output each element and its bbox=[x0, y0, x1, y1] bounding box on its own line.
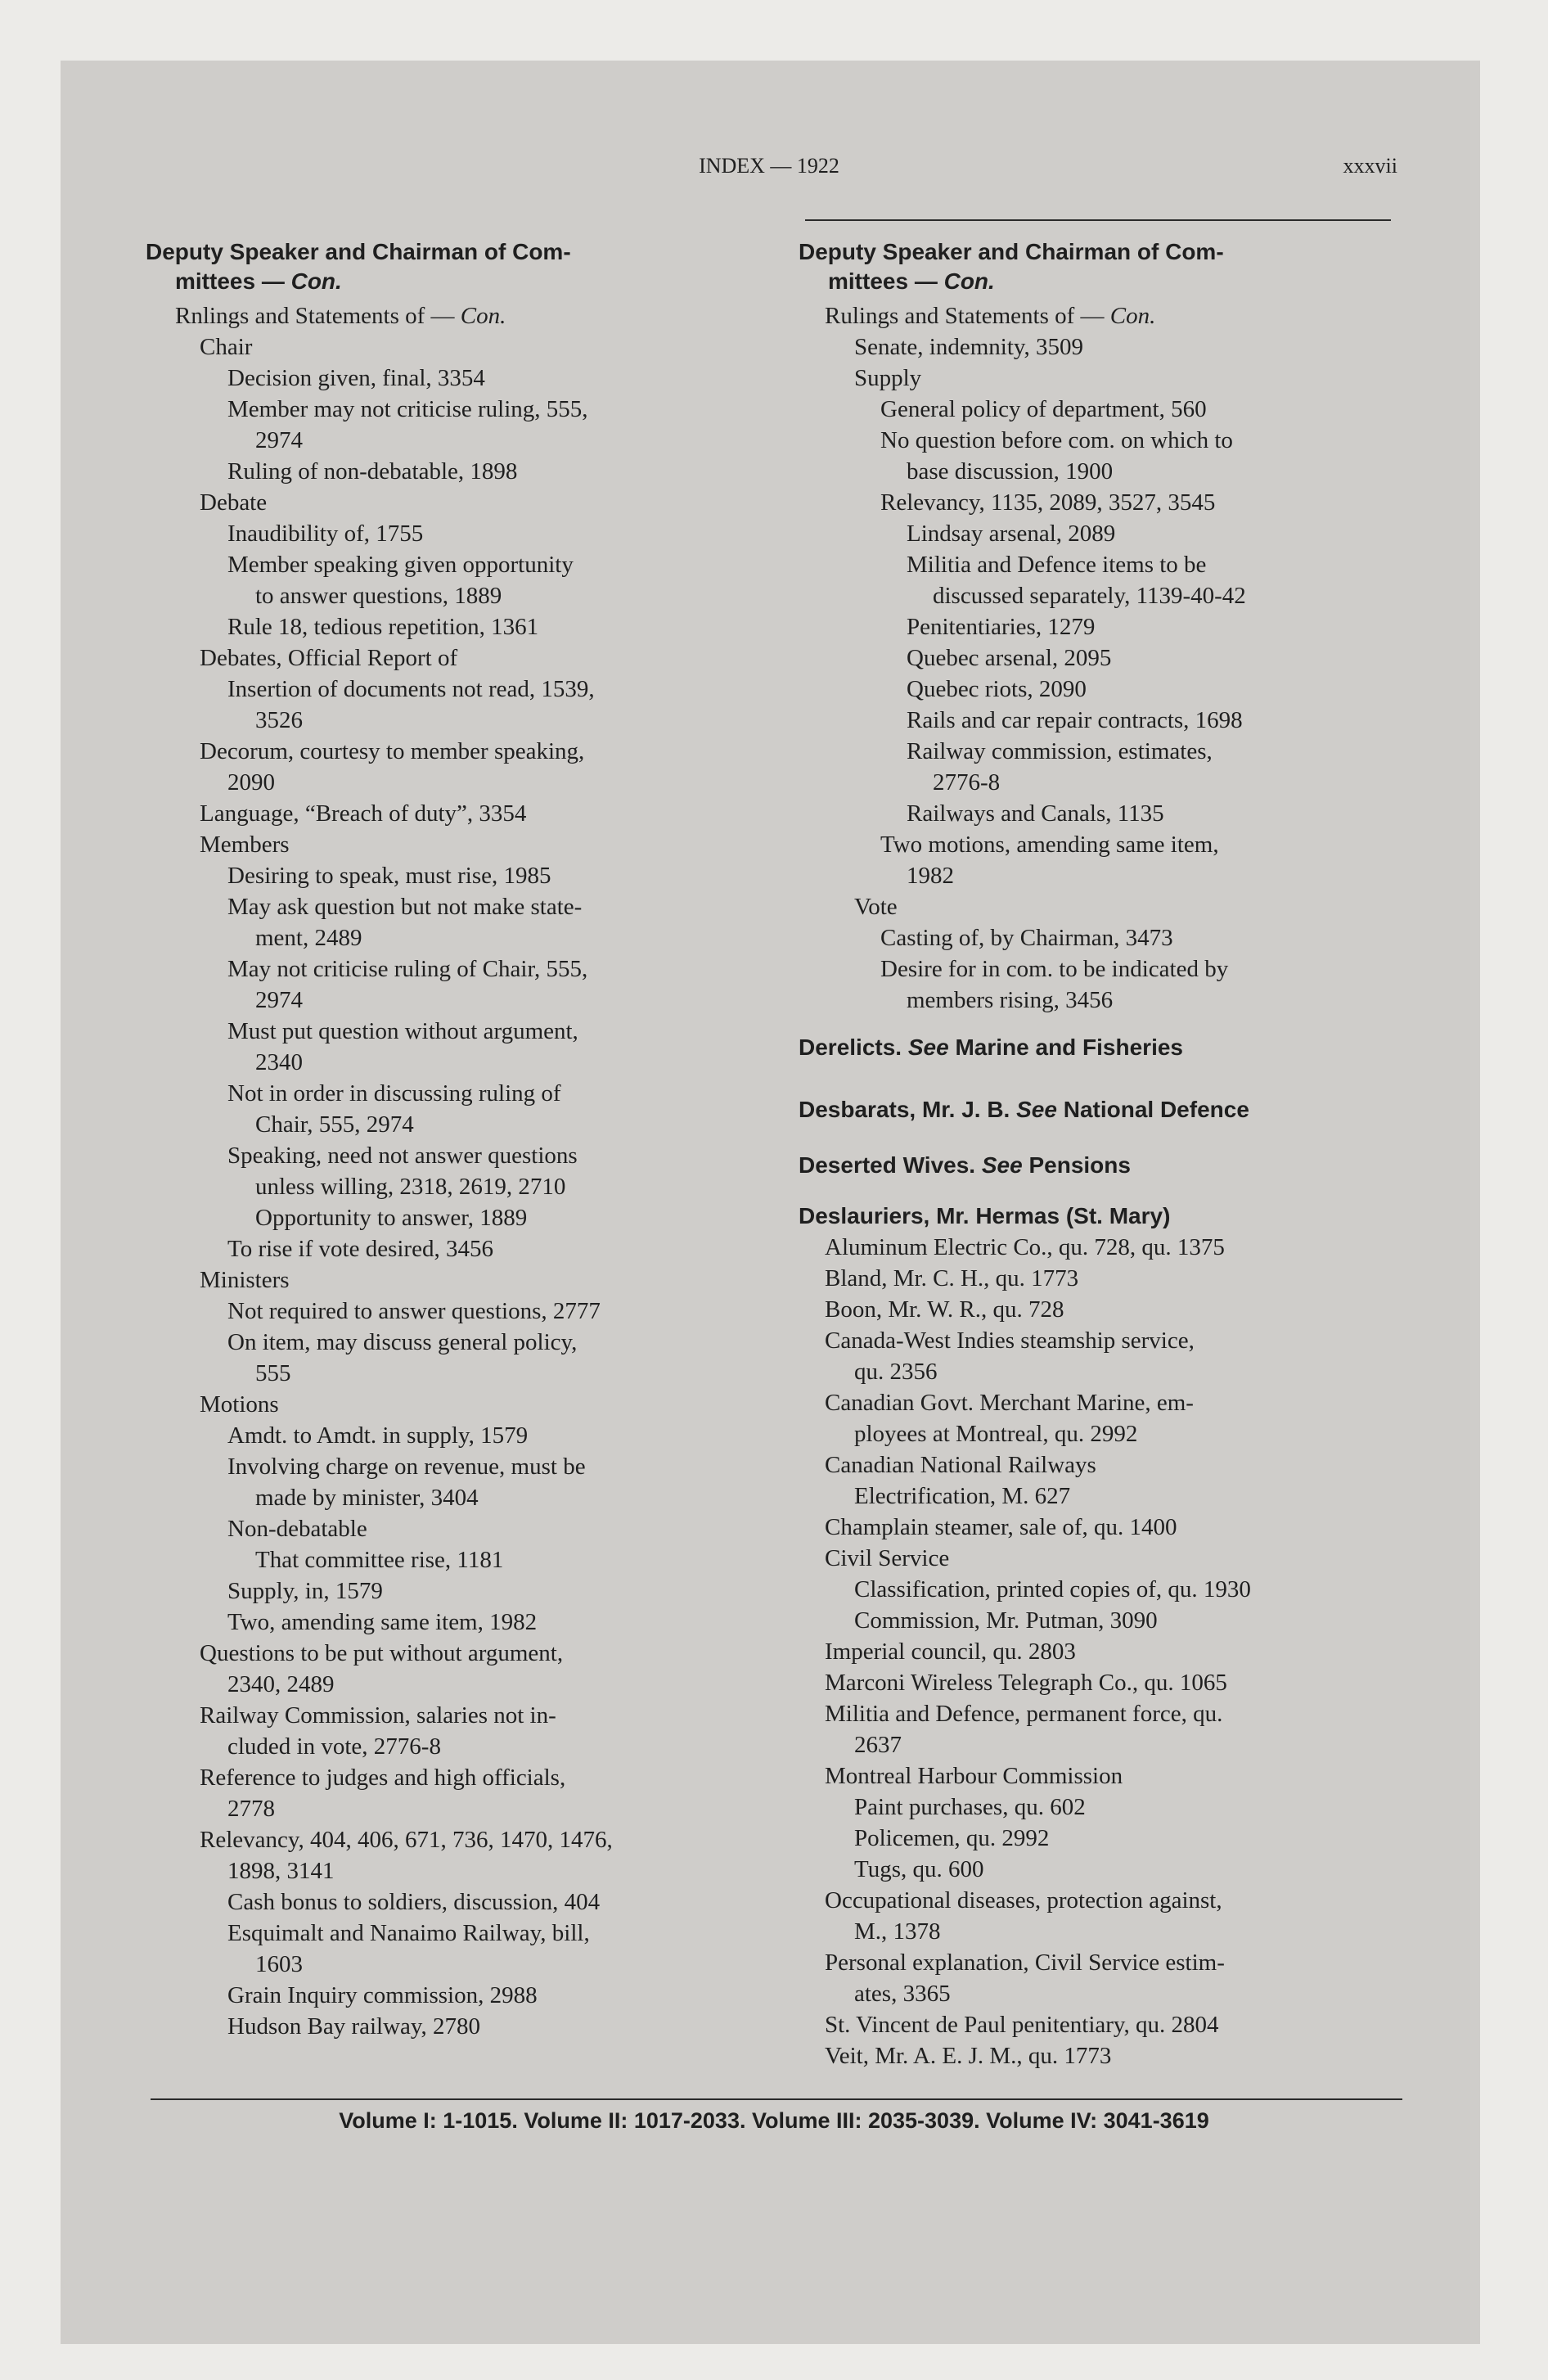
right-entry-line: Lindsay arsenal, 2089 bbox=[907, 521, 1116, 547]
left-entry-line: Member may not criticise ruling, 555, bbox=[227, 396, 588, 422]
left-entry-line: Hudson Bay railway, 2780 bbox=[227, 2013, 481, 2040]
left-entry-line: To rise if vote desired, 3456 bbox=[227, 1236, 493, 1262]
right-entry-line: Desbarats, Mr. J. B. See National Defence bbox=[799, 1097, 1249, 1122]
left-entry-line: 2974 bbox=[255, 427, 303, 453]
left-entry-line: Questions to be put without argument, bbox=[200, 1640, 564, 1666]
right-entry-line: Imperial council, qu. 2803 bbox=[825, 1639, 1076, 1665]
left-entry-line: Decorum, courtesy to member speaking, bbox=[200, 738, 585, 764]
left-entry-line: 1603 bbox=[255, 1951, 303, 1977]
right-entry-line: Vote bbox=[854, 894, 898, 920]
right-entry-line: M., 1378 bbox=[854, 1918, 941, 1945]
right-entry-line: Bland, Mr. C. H., qu. 1773 bbox=[825, 1265, 1079, 1291]
right-entry-line: Classification, printed copies of, qu. 1930 bbox=[854, 1576, 1251, 1602]
left-entry-line: unless willing, 2318, 2619, 2710 bbox=[255, 1174, 566, 1200]
left-entry-line: to answer questions, 1889 bbox=[255, 583, 502, 609]
left-entry-line: Chair, 555, 2974 bbox=[255, 1111, 414, 1138]
volume-footer: Volume I: 1-1015. Volume II: 1017-2033. Volume III: 2035-3039. Volume IV: 3041-3619 bbox=[339, 2108, 1209, 2133]
right-entry-line: Electrification, M. 627 bbox=[854, 1483, 1071, 1509]
header-rule bbox=[805, 219, 1391, 221]
right-entry-line: ates, 3365 bbox=[854, 1981, 951, 2007]
right-entry-line: Quebec arsenal, 2095 bbox=[907, 645, 1112, 671]
left-entry-line: Non-debatable bbox=[227, 1516, 367, 1542]
left-entry-line: cluded in vote, 2776-8 bbox=[227, 1733, 441, 1760]
left-entry-line: Supply, in, 1579 bbox=[227, 1578, 383, 1604]
left-entry-line: Motions bbox=[200, 1391, 279, 1418]
right-entry-line: members rising, 3456 bbox=[907, 987, 1114, 1013]
left-entry-line: 2090 bbox=[227, 769, 275, 796]
right-entry-line: 2776-8 bbox=[933, 769, 1001, 796]
right-entry-line: qu. 2356 bbox=[854, 1359, 938, 1385]
right-entry-line: Derelicts. See Marine and Fisheries bbox=[799, 1034, 1184, 1060]
left-entry-line: Chair bbox=[200, 334, 253, 360]
right-entry-line: Quebec riots, 2090 bbox=[907, 676, 1087, 702]
left-entry-line: Not required to answer questions, 2777 bbox=[227, 1298, 601, 1324]
right-entry-line: Canada-West Indies steamship service, bbox=[825, 1327, 1195, 1354]
right-entry-line: Policemen, qu. 2992 bbox=[854, 1825, 1050, 1851]
left-entry-line: Opportunity to answer, 1889 bbox=[255, 1205, 528, 1231]
right-entry-line: Civil Service bbox=[825, 1545, 950, 1571]
left-entry-line: ment, 2489 bbox=[255, 925, 362, 951]
left-entry-line: May ask question but not make state- bbox=[227, 894, 583, 920]
right-entry-line: Penitentiaries, 1279 bbox=[907, 614, 1096, 640]
left-entry-line: Reference to judges and high officials, bbox=[200, 1765, 566, 1791]
left-entry-line: Involving charge on revenue, must be bbox=[227, 1454, 586, 1480]
left-entry-line: Debates, Official Report of bbox=[200, 645, 458, 671]
right-entry-line: mittees — Con. bbox=[828, 268, 995, 294]
left-entry-line: Language, “Breach of duty”, 3354 bbox=[200, 800, 527, 827]
left-entry-line: On item, may discuss general policy, bbox=[227, 1329, 578, 1355]
left-entry-line: Desiring to speak, must rise, 1985 bbox=[227, 863, 551, 889]
footer-rule bbox=[151, 2098, 1402, 2100]
left-entry-line: Two, amending same item, 1982 bbox=[227, 1609, 538, 1635]
left-entry-line: Grain Inquiry commission, 2988 bbox=[227, 1982, 538, 2008]
running-header: INDEX — 1922 bbox=[699, 154, 839, 178]
right-entry-line: No question before com. on which to bbox=[880, 427, 1233, 453]
right-entry-line: Railways and Canals, 1135 bbox=[907, 800, 1164, 827]
right-entry-line: Occupational diseases, protection against, bbox=[825, 1887, 1222, 1913]
right-entry-line: General policy of department, 560 bbox=[880, 396, 1207, 422]
left-entry-line: 2340 bbox=[255, 1049, 303, 1075]
right-entry-line: Rails and car repair contracts, 1698 bbox=[907, 707, 1243, 733]
left-entry-line: Railway Commission, salaries not in- bbox=[200, 1702, 556, 1729]
left-entry-line: mittees — Con. bbox=[175, 268, 342, 294]
right-entry-line: Canadian National Railways bbox=[825, 1452, 1096, 1478]
right-entry-line: Railway commission, estimates, bbox=[907, 738, 1213, 764]
left-entry-line: 2974 bbox=[255, 987, 303, 1013]
left-entry-line: Rnlings and Statements of — Con. bbox=[175, 303, 506, 329]
right-entry-line: Aluminum Electric Co., qu. 728, qu. 1375 bbox=[825, 1234, 1225, 1260]
right-entry-line: Militia and Defence, permanent force, qu. bbox=[825, 1701, 1223, 1727]
left-entry-line: Speaking, need not answer questions bbox=[227, 1143, 578, 1169]
left-entry-line: Deputy Speaker and Chairman of Com- bbox=[146, 239, 571, 264]
right-entry-line: Desire for in com. to be indicated by bbox=[880, 956, 1229, 982]
left-entry-line: 1898, 3141 bbox=[227, 1858, 335, 1884]
right-entry-line: base discussion, 1900 bbox=[907, 458, 1114, 485]
left-entry-line: Member speaking given opportunity bbox=[227, 552, 574, 578]
left-entry-line: Amdt. to Amdt. in supply, 1579 bbox=[227, 1422, 529, 1449]
right-entry-line: Two motions, amending same item, bbox=[880, 832, 1219, 858]
right-entry-line: Personal explanation, Civil Service estim- bbox=[825, 1950, 1225, 1976]
right-entry-line: discussed separately, 1139-40-42 bbox=[933, 583, 1246, 609]
left-entry-line: 3526 bbox=[255, 707, 303, 733]
left-entry-line: Ministers bbox=[200, 1267, 290, 1293]
right-entry-line: Marconi Wireless Telegraph Co., qu. 1065 bbox=[825, 1670, 1227, 1696]
right-entry-line: Montreal Harbour Commission bbox=[825, 1763, 1123, 1789]
right-entry-line: Deserted Wives. See Pensions bbox=[799, 1152, 1131, 1178]
left-entry-line: Esquimalt and Nanaimo Railway, bill, bbox=[227, 1920, 590, 1946]
right-entry-line: Commission, Mr. Putman, 3090 bbox=[854, 1607, 1158, 1634]
left-entry-line: 2340, 2489 bbox=[227, 1671, 335, 1697]
left-entry-line: 2778 bbox=[227, 1796, 275, 1822]
right-entry-line: Rulings and Statements of — Con. bbox=[825, 303, 1156, 329]
page-number: xxxvii bbox=[1343, 154, 1397, 178]
right-entry-line: Relevancy, 1135, 2089, 3527, 3545 bbox=[880, 489, 1216, 516]
left-entry-line: Insertion of documents not read, 1539, bbox=[227, 676, 595, 702]
left-entry-line: Debate bbox=[200, 489, 268, 516]
left-entry-line: May not criticise ruling of Chair, 555, bbox=[227, 956, 588, 982]
right-entry-line: Casting of, by Chairman, 3473 bbox=[880, 925, 1173, 951]
left-entry-line: Decision given, final, 3354 bbox=[227, 365, 485, 391]
left-entry-line: Must put question without argument, bbox=[227, 1018, 578, 1044]
right-entry-line: 2637 bbox=[854, 1732, 902, 1758]
left-entry-line: Rule 18, tedious repetition, 1361 bbox=[227, 614, 539, 640]
right-entry-line: St. Vincent de Paul penitentiary, qu. 2804 bbox=[825, 2012, 1219, 2038]
right-entry-line: Senate, indemnity, 3509 bbox=[854, 334, 1084, 360]
right-entry-line: Supply bbox=[854, 365, 922, 391]
right-entry-line: Canadian Govt. Merchant Marine, em- bbox=[825, 1390, 1194, 1416]
left-entry-line: Cash bonus to soldiers, discussion, 404 bbox=[227, 1889, 601, 1915]
right-entry-line: Deslauriers, Mr. Hermas (St. Mary) bbox=[799, 1203, 1171, 1228]
left-entry-line: made by minister, 3404 bbox=[255, 1485, 479, 1511]
left-entry-line: Relevancy, 404, 406, 671, 736, 1470, 1476, bbox=[200, 1827, 613, 1853]
left-entry-line: That committee rise, 1181 bbox=[255, 1547, 504, 1573]
right-entry-line: Militia and Defence items to be bbox=[907, 552, 1207, 578]
right-entry-line: 1982 bbox=[907, 863, 954, 889]
left-entry-line: Ruling of non-debatable, 1898 bbox=[227, 458, 518, 485]
left-entry-line: Members bbox=[200, 832, 290, 858]
left-entry-line: Inaudibility of, 1755 bbox=[227, 521, 424, 547]
right-entry-line: Boon, Mr. W. R., qu. 728 bbox=[825, 1296, 1064, 1323]
right-entry-line: Veit, Mr. A. E. J. M., qu. 1773 bbox=[825, 2043, 1112, 2069]
right-entry-line: Deputy Speaker and Chairman of Com- bbox=[799, 239, 1224, 264]
left-entry-line: 555 bbox=[255, 1360, 291, 1386]
right-entry-line: Paint purchases, qu. 602 bbox=[854, 1794, 1086, 1820]
right-entry-line: ployees at Montreal, qu. 2992 bbox=[854, 1421, 1138, 1447]
right-entry-line: Tugs, qu. 600 bbox=[854, 1856, 984, 1882]
left-entry-line: Not in order in discussing ruling of bbox=[227, 1080, 561, 1107]
right-entry-line: Champlain steamer, sale of, qu. 1400 bbox=[825, 1514, 1177, 1540]
